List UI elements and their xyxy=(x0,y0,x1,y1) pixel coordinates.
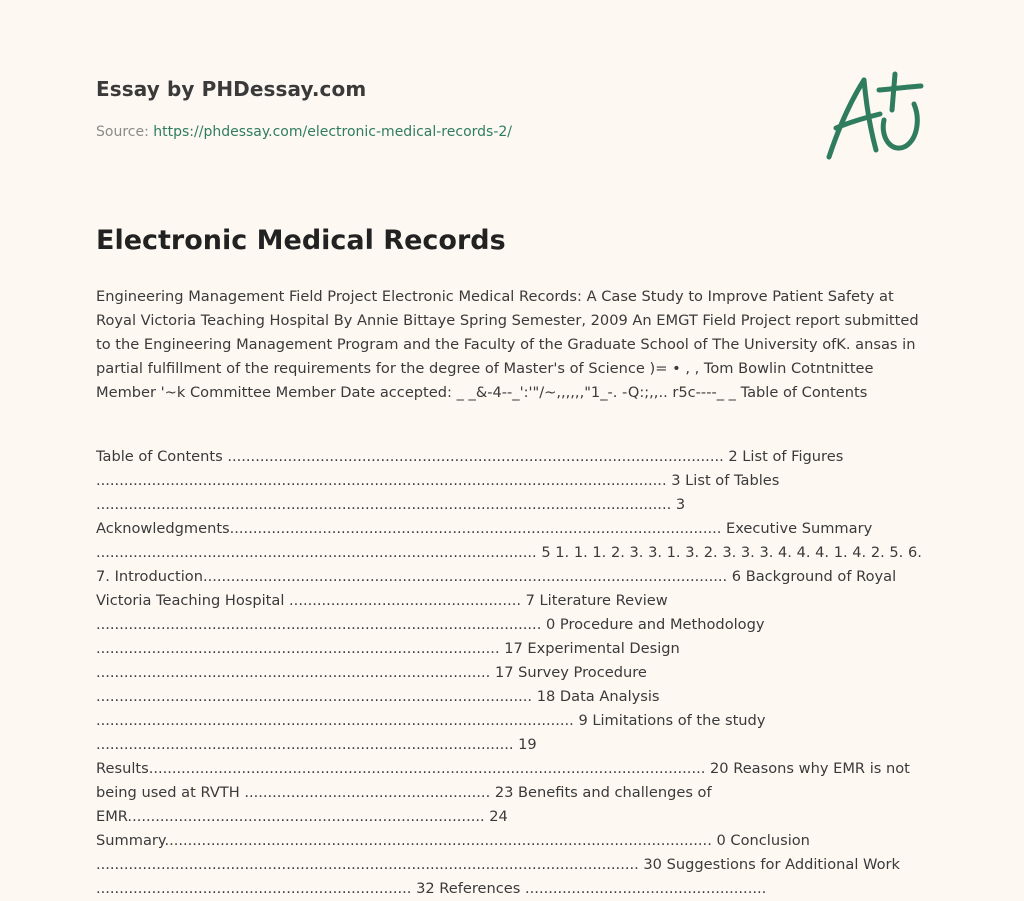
source-label: Source: xyxy=(96,124,149,140)
a-plus-logo-icon xyxy=(822,68,928,164)
document-title: Electronic Medical Records xyxy=(96,225,506,256)
source-line xyxy=(96,124,512,140)
source-link[interactable]: https://phdessay.com/electronic-medical-records-2/ xyxy=(153,124,512,140)
document-paragraph-intro: Engineering Management Field Project Electronic Medical Records: A Case Study to Improve Patient Safety at Royal Victoria Teaching Hospital By Annie Bittaye Spring Semester, 2009 An EMGT Field Project report submitted to the Engineering Management Program and the Faculty of the Graduate School of The University ofK. ansas in partial fulfillment of the requirements for the degree of Master's of Science )= • , , Tom Bowlin Cotntnittee Member '~k Committee Member Date accepted: _ _&-4--_':'"/~,,,,,,"1_-. -Q:;,,.. r5c----_ _ Table of Contents xyxy=(96,288,919,401)
site-title: Essay by PHDessay.com xyxy=(96,77,367,101)
document-paragraph-contents: Table of Contents ........................................................................................................... 2 List of Figures ........................................................................................................................... 3 List of Tables ............................................................................................................................ 3 Acknowledgments.......................................................................................................... Executive Summary ............................................................................................... 5 1. 1. 1. 2. 3. 3. 1. 3. 2. 3. 3. 3. 4. 4. 4. 1. 4. 2. 5. 6. 7. Introduction................................................................................................................. 6 Background of Royal Victoria Teaching Hospital .................................................. 7 Literature Review ................................................................................................ 0 Procedure and Methodology ....................................................................................... 17 Experimental Design ..................................................................................... 17 Survey Procedure .............................................................................................. 18 Data Analysis ....................................................................................................... 9 Limitations of the study .......................................................................................... 19 Results........................................................................................................................ 20 Reasons why EMR is not being used at RVTH ..................................................... 23 Benefits and challenges of EMR............................................................................. 24 Summary...................................................................................................................... 0 Conclusion ..................................................................................................................... 30 Suggestions for Additional Work .................................................................... 32 References .................................................... xyxy=(96,448,922,897)
